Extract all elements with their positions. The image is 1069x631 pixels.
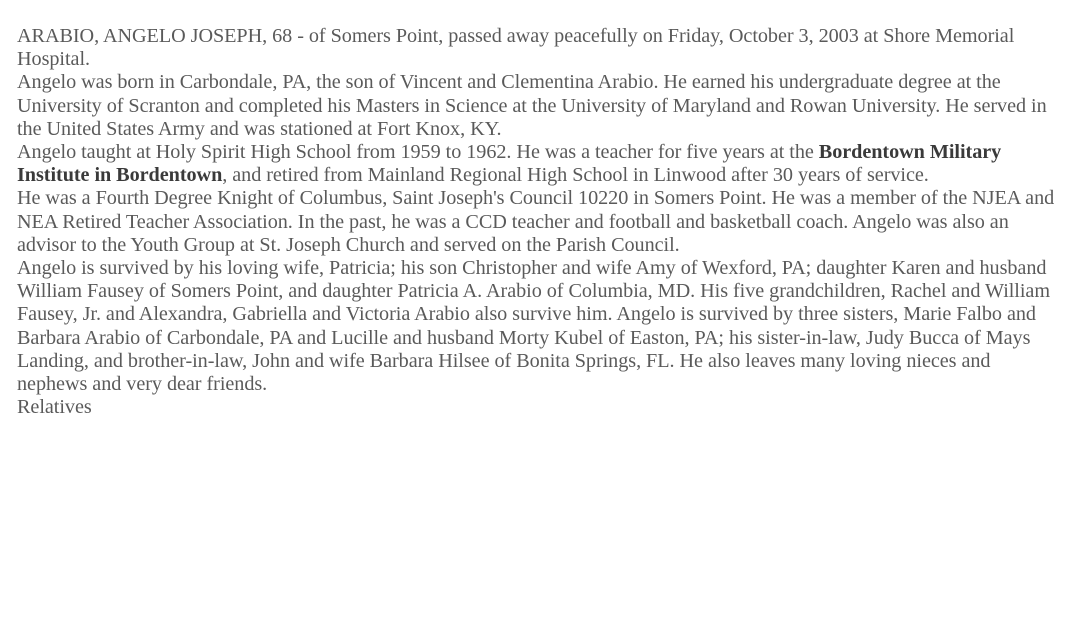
career-paragraph <box>17 141 1057 187</box>
career-text-end: , and retired from Mainland Regional High School in Linwood after 30 years of service. <box>222 164 929 187</box>
obituary-text <box>17 25 1057 419</box>
affiliations-paragraph: He was a Fourth Degree Knight of Columbus, Saint Joseph's Council 10220 in Somers Point. He was a member of the NJEA and NEA Retired Teacher Association. In the past, he was a CCD teacher and football and basketball coach. Angelo was also an advisor to the Youth Group at St. Joseph Church and served on the Parish Council. <box>17 187 1055 256</box>
relatives-label: Relatives <box>17 396 92 419</box>
bold-institute-name: Bordentown Military Institute in Bordentown <box>17 141 1002 187</box>
career-text-start: Angelo taught at Holy Spirit High School from 1959 to 1962. He was a teacher for five years at the <box>17 141 819 164</box>
survivors-paragraph: Angelo is survived by his loving wife, Patricia; his son Christopher and wife Amy of Wexford, PA; daughter Karen and husband William Fausey of Somers Point, and daughter Patricia A. Arabio of Columbia, MD. His five grandchildren, Rachel and William Fausey, Jr. and Alexandra, Gabriella and Victoria Arabio also survive him. Angelo is survived by three sisters, Marie Falbo and Barbara Arabio of Carbondale, PA and Lucille and husband Morty Kubel of Easton, PA; his sister-in-law, Judy Bucca of Mays Landing, and brother-in-law, John and wife Barbara Hilsee of Bonita Springs, FL. He also leaves many loving nieces and nephews and very dear friends. <box>17 257 1050 396</box>
biography-paragraph: Angelo was born in Carbondale, PA, the son of Vincent and Clementina Arabio. He earned his undergraduate degree at the University of Scranton and completed his Masters in Science at the University of Maryland and Rowan University. He served in the United States Army and was stationed at Fort Knox, KY. <box>17 71 1047 140</box>
obituary-heading-paragraph: ARABIO, ANGELO JOSEPH, 68 - of Somers Point, passed away peacefully on Friday, October 3, 2003 at Shore Memorial Hospital. <box>17 25 1015 71</box>
